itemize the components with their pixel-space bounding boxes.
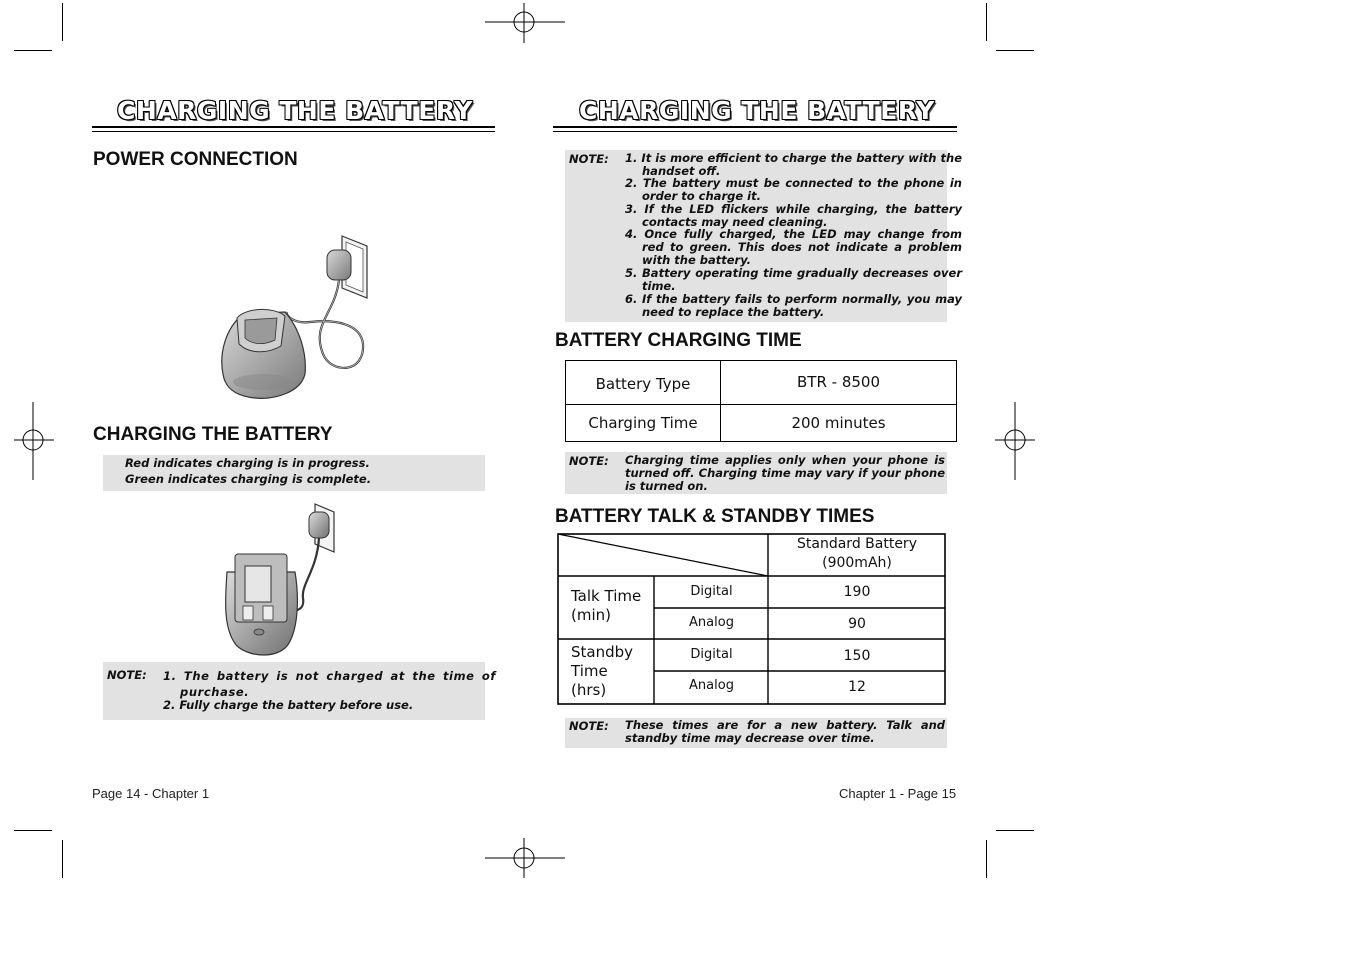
- left-note-item-2: 2. Fully charge the battery before use.: [163, 698, 414, 712]
- registration-mark-left: [14, 402, 54, 480]
- talk-digital-mode: Digital: [690, 584, 733, 599]
- standby-time-label-line1: Standby: [571, 643, 634, 661]
- standby-analog-value: 12: [848, 679, 866, 695]
- left-title-rule: [92, 126, 495, 128]
- left-title-rule-thin: [92, 131, 495, 132]
- standby-analog-mode: Analog: [689, 678, 734, 693]
- power-connection-heading: POWER CONNECTION: [93, 149, 298, 170]
- charging-the-battery-heading: CHARGING THE BATTERY: [93, 424, 333, 445]
- talk-time-label-line2: (min): [571, 606, 611, 624]
- left-page-title: CHARGING THE BATTERY: [117, 96, 473, 125]
- standard-battery-header-line2: (900mAh): [822, 555, 892, 571]
- standard-battery-header: [769, 535, 945, 573]
- talk-digital-value: 190: [843, 584, 871, 600]
- talk-standby-note-box: [565, 718, 947, 748]
- charging-time-table: [565, 360, 957, 442]
- standby-digital-value: 150: [843, 648, 871, 664]
- talk-time-label: [571, 587, 641, 625]
- registration-mark-right: [995, 402, 1035, 480]
- top-note-item-2: 2. The battery must be connected to the phone in order to charge it.: [625, 176, 962, 203]
- right-page-title: CHARGING THE BATTERY: [579, 96, 935, 125]
- right-top-note-label: NOTE:: [569, 152, 609, 166]
- table-row: [566, 361, 957, 405]
- standard-battery-header-line1: Standard Battery: [797, 536, 917, 552]
- talk-standby-heading: BATTERY TALK & STANDBY TIMES: [555, 506, 875, 527]
- left-note-label: NOTE:: [107, 668, 147, 682]
- table-row: [566, 405, 957, 442]
- talk-standby-table: [557, 533, 946, 705]
- talk-analog-value: 90: [848, 616, 866, 632]
- charging-time-label: Charging Time: [566, 405, 721, 442]
- right-top-note-box: [565, 150, 962, 322]
- led-indicator-box: [103, 455, 485, 491]
- standby-time-label: [571, 643, 633, 700]
- battery-type-label: Battery Type: [566, 361, 721, 405]
- phone-in-cradle-illustration: [215, 500, 345, 660]
- talk-standby-note-label: NOTE:: [569, 719, 609, 733]
- charging-time-note-box: [565, 452, 947, 494]
- top-note-item-1: 1. It is more efficient to charge the battery with the handset off.: [625, 151, 962, 178]
- led-red-text: Red indicates charging is in progress.: [125, 456, 370, 470]
- charging-time-note-text: Charging time applies only when your phone is turned off. Charging time may vary if your phone is turned on.: [625, 453, 945, 493]
- right-title-rule-thin: [553, 131, 957, 132]
- battery-type-value: BTR - 8500: [721, 361, 957, 405]
- left-note-box: [103, 662, 496, 720]
- registration-mark-top: [485, 3, 565, 43]
- top-note-item-6: 6. If the battery fails to perform normally, you may need to replace the battery.: [625, 292, 962, 319]
- charger-cradle-illustration: [215, 234, 375, 404]
- standby-time-label-line2: Time: [571, 662, 608, 680]
- right-page-footer: Chapter 1 - Page 15: [839, 786, 957, 801]
- left-page-footer: Page 14 - Chapter 1: [92, 786, 210, 801]
- right-title-rule: [553, 126, 957, 128]
- charging-time-note-label: NOTE:: [569, 454, 609, 468]
- top-note-item-5: 5. Battery operating time gradually decreases over time.: [625, 266, 962, 293]
- standby-digital-mode: Digital: [690, 647, 733, 662]
- top-note-item-3: 3. If the LED flickers while charging, the battery contacts may need cleaning.: [625, 202, 962, 229]
- top-note-item-4: 4. Once fully charged, the LED may change from red to green. This does not indicate a problem with the battery.: [625, 227, 962, 267]
- talk-analog-mode: Analog: [689, 615, 734, 630]
- left-note-item-1: 1. The battery is not charged at the time of purchase.: [163, 669, 496, 699]
- standby-time-label-line3: (hrs): [571, 681, 607, 699]
- battery-charging-time-heading: BATTERY CHARGING TIME: [555, 330, 802, 351]
- led-green-text: Green indicates charging is complete.: [125, 472, 372, 486]
- charging-time-value: 200 minutes: [721, 405, 957, 442]
- talk-standby-note-text: These times are for a new battery. Talk and standby time may decrease over time.: [625, 718, 945, 745]
- registration-mark-bottom: [485, 838, 565, 878]
- talk-time-label-line1: Talk Time: [571, 587, 642, 605]
